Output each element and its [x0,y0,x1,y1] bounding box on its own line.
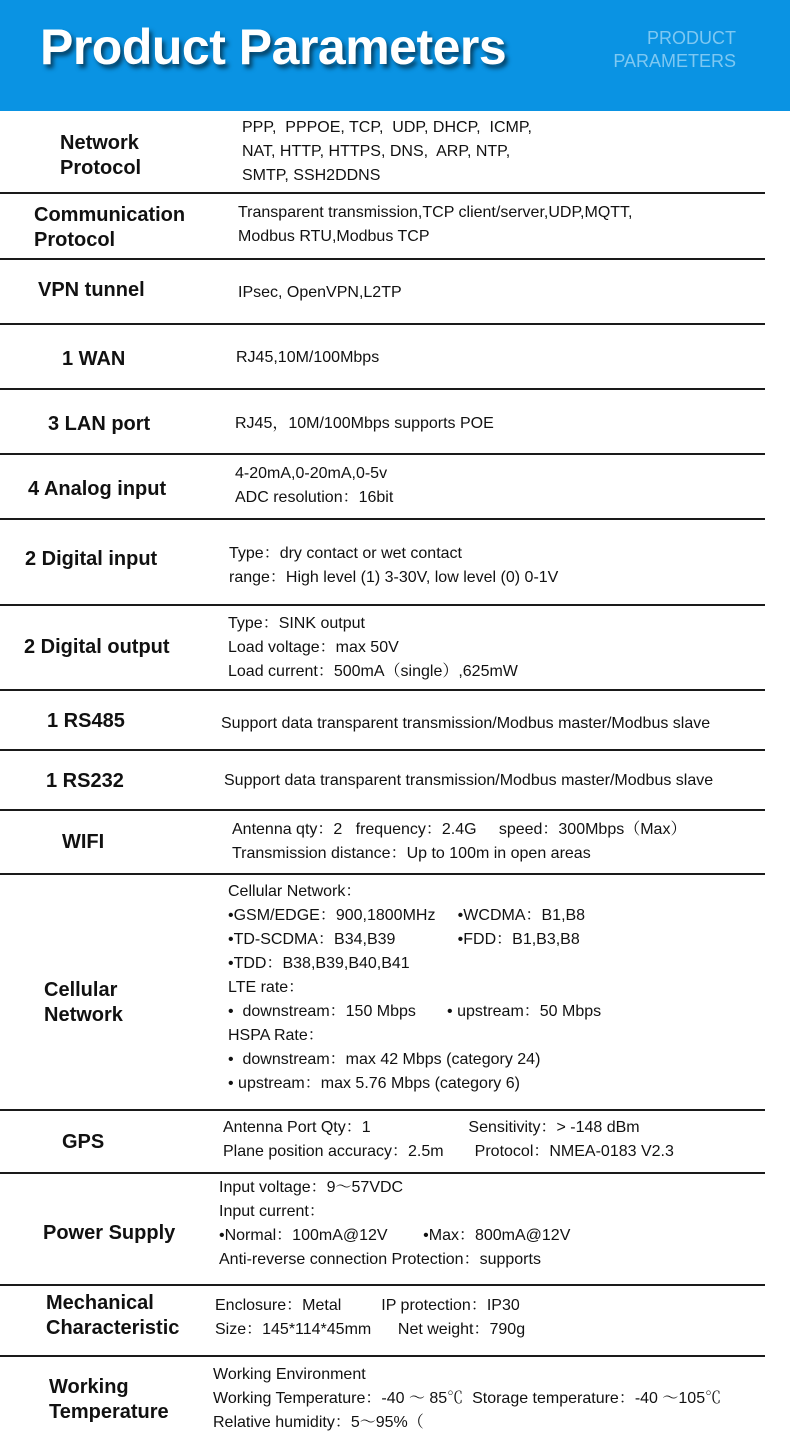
param-value-line: ADC resolution：16bit [235,489,394,506]
header-subtitle [613,27,736,73]
param-row-network-protocol [0,111,765,194]
param-value-line: 4-20mA,0-20mA,0-5v [235,465,388,482]
header-subtitle-line2: PARAMETERS [613,51,736,71]
param-value-line: •Normal：100mA@12V •Max：800mA@12V [219,1227,571,1244]
param-label [25,547,157,572]
param-value-line: Transparent transmission,TCP client/server,UDP,MQTT, [238,204,633,221]
param-value-line: LTE rate： [228,979,305,996]
param-row-wan [0,325,765,390]
param-value [236,346,379,370]
param-row-cellular-network [0,875,765,1111]
header-subtitle-line1: PRODUCT [647,28,736,48]
param-value-line: Enclosure：Metal IP protection：IP30 [215,1297,520,1314]
param-value [213,1363,721,1435]
param-value [215,1294,525,1342]
param-label [24,635,170,660]
param-row-power-supply [0,1174,765,1286]
param-label-line: 2 Digital output [24,636,170,658]
param-label-line: Cellular [44,979,118,1001]
param-value-line: Type：dry contact or wet contact [229,545,462,562]
param-label [47,709,125,734]
param-label [34,203,185,253]
param-value-line: range：High level (1) 3-30V, low level (0) 0-1V [229,569,559,586]
param-label-line: Temperature [49,1401,169,1423]
param-value-line: Relative humidity：5～95%（ [213,1414,424,1431]
param-value [232,818,686,866]
param-value-line: Anti-reverse connection Protection：supports [219,1251,541,1268]
param-label-line: Protocol [34,229,116,251]
param-value-line: IPsec, OpenVPN,L2TP [238,284,402,301]
param-label-line: Working [49,1376,129,1398]
param-value-line: NAT, HTTP, HTTPS, DNS, ARP, NTP, [242,143,511,160]
param-label [62,347,125,372]
param-label-line: Network [60,132,139,154]
param-row-rs232 [0,751,765,811]
param-label-line: Protocol [60,157,142,179]
param-row-lan-port [0,390,765,455]
param-row-vpn-tunnel [0,260,765,325]
param-label [46,769,124,794]
param-row-digital-output [0,606,765,691]
param-value-line: Input current： [219,1203,325,1220]
param-value-line: Transmission distance：Up to 100m in open areas [232,845,591,862]
param-value-line: •TDD：B38,B39,B40,B41 [228,955,410,972]
param-label-line: 1 RS232 [46,770,124,792]
param-label [46,1291,179,1341]
param-value-line: Support data transparent transmission/Modbus master/Modbus slave [221,715,711,732]
param-label [60,131,141,181]
param-value-line: Working Environment [213,1366,366,1383]
param-row-rs485 [0,691,765,751]
param-value-line: PPP, PPPOE, TCP, UDP, DHCP, ICMP, [242,119,532,136]
param-value-line: RJ45,10M/100Mbps [236,349,380,366]
param-label [62,830,104,855]
param-value [235,412,494,436]
param-value-line: Load current：500mA（single）,625mW [228,663,518,680]
param-value-line: Input voltage：9～57VDC [219,1179,404,1196]
param-label [44,978,123,1028]
param-row-wifi [0,811,765,875]
param-value-line: • upstream：max 5.76 Mbps (category 6) [228,1075,520,1092]
param-value-line: • downstream：150 Mbps • upstream：50 Mbps [228,1003,602,1020]
param-value-line: Modbus RTU,Modbus TCP [238,228,430,245]
param-label [28,477,166,502]
param-value-line: HSPA Rate： [228,1027,324,1044]
param-value [238,281,402,305]
param-label-line: 4 Analog input [28,478,167,500]
param-label-line: Power Supply [43,1222,176,1244]
param-row-mechanical [0,1286,765,1357]
param-value-line: Cellular Network： [228,883,362,900]
param-value-line: Load voltage：max 50V [228,639,399,656]
param-label-line: WIFI [62,831,105,853]
param-value-line: Antenna qty：2 frequency：2.4G speed：300Mbps（Max） [232,821,687,838]
param-label-line: VPN tunnel [38,279,145,301]
param-label-line: 2 Digital input [25,548,158,570]
param-label [43,1221,175,1246]
param-row-gps [0,1111,765,1174]
param-row-working-temperature [0,1357,790,1444]
param-row-digital-input [0,520,765,606]
param-value [229,542,558,590]
param-value [228,612,518,684]
param-value-line: • downstream：max 42 Mbps (category 24) [228,1051,541,1068]
param-value [219,1176,570,1272]
page-title: Product Parameters [40,19,507,75]
param-value-line: Working Temperature：-40 ～ 85℃ Storage temperature：-40 ～105℃ [213,1390,722,1407]
param-label-line: Characteristic [46,1317,180,1339]
param-value [228,880,601,1096]
param-label-line: 3 LAN port [48,413,151,435]
param-value-line: Antenna Port Qty：1 Sensitivity：> -148 dBm [223,1119,640,1136]
param-value-line: Support data transparent transmission/Modbus master/Modbus slave [224,772,714,789]
param-row-communication-protocol [0,194,765,260]
param-label-line: Mechanical [46,1292,154,1314]
param-value [224,769,713,793]
header-banner [0,0,790,111]
param-label-line: 1 WAN [62,348,126,370]
param-label [48,412,150,437]
param-value [235,462,393,510]
param-label-line: Network [44,1004,123,1026]
param-value [238,201,633,249]
param-value-line: •GSM/EDGE：900,1800MHz •WCDMA：B1,B8 [228,907,586,924]
param-row-analog-input [0,455,765,520]
param-value-line: Type：SINK output [228,615,365,632]
param-label-line: GPS [62,1131,105,1153]
param-value [221,712,710,736]
param-label-line: 1 RS485 [47,710,125,732]
param-value-line: RJ45，10M/100Mbps supports POE [235,415,494,432]
param-label [38,278,145,303]
param-value-line: SMTP, SSH2DDNS [242,167,381,184]
param-label-line: Communication [34,204,186,226]
param-value [223,1116,674,1164]
param-value [242,116,532,188]
param-label [62,1130,104,1155]
param-label [49,1375,169,1425]
param-value-line: •TD-SCDMA：B34,B39 •FDD：B1,B3,B8 [228,931,580,948]
param-value-line: Plane position accuracy：2.5m Protocol：NMEA-0183 V2.3 [223,1143,674,1160]
param-value-line: Size：145*114*45mm Net weight：790g [215,1321,526,1338]
